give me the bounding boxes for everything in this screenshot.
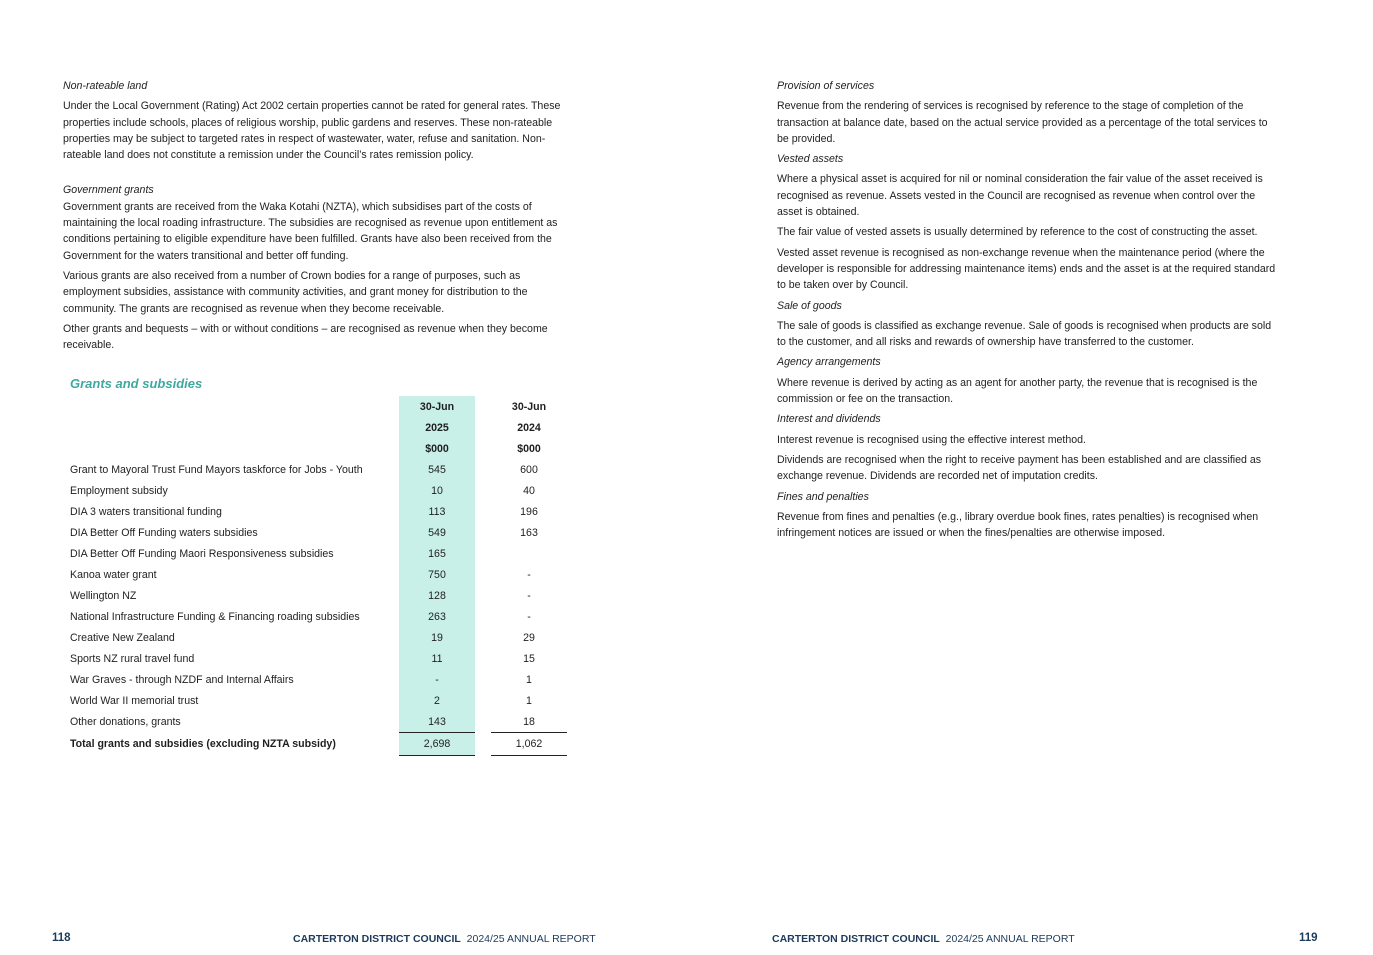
section-heading: Provision of services — [777, 80, 875, 92]
paragraph: Revenue from the rendering of services is recognised by reference to the stage of completion of the transaction at balance date, based on the actual service provided as a percentage of the total services to be provided. — [777, 100, 1268, 145]
row-label: Sports NZ rural travel fund — [70, 652, 195, 665]
value-2024: - — [527, 610, 531, 623]
column-spacer — [475, 669, 491, 690]
value-2024: 15 — [523, 652, 535, 665]
value-2024: - — [527, 568, 531, 581]
right-text-column — [777, 78, 1277, 545]
footer-org: CARTERTON DISTRICT COUNCIL — [772, 933, 940, 945]
value-2024: 18 — [523, 715, 535, 728]
table-row — [66, 690, 567, 711]
column-spacer — [475, 417, 491, 438]
value-2024: 1 — [526, 673, 532, 686]
footer-report: 2024/25 ANNUAL REPORT — [466, 933, 596, 945]
page-number: 119 — [1299, 932, 1318, 944]
value-2025: $000 — [399, 438, 475, 459]
value-2025: 2 — [399, 690, 475, 711]
grants-table-body — [66, 396, 567, 756]
value-2024: 2024 — [517, 421, 541, 434]
table-header-row — [66, 396, 567, 417]
value-2025: 545 — [399, 459, 475, 480]
row-label: National Infrastructure Funding & Financing roading subsidies — [70, 610, 360, 623]
value-2024: 1,062 — [491, 733, 567, 756]
value-2025: 128 — [399, 585, 475, 606]
page-number: 118 — [52, 932, 71, 944]
section-heading: Agency arrangements — [777, 356, 881, 369]
paragraph: Vested asset revenue is recognised as non-exchange revenue when the maintenance period (where the developer is responsible for addressing maintenance items) ends and the asset is at the required standard to be taken over by Council. — [777, 246, 1276, 292]
column-spacer — [475, 733, 491, 756]
table-row — [66, 648, 567, 669]
table-row — [66, 522, 567, 543]
row-label: DIA Better Off Funding Maori Responsiveness subsidies — [70, 547, 334, 560]
paragraph: Other grants and bequests – with or without conditions – are recognised as revenue when they become receivable. — [63, 322, 548, 352]
left-page — [0, 0, 686, 955]
paragraph: Under the Local Government (Rating) Act 2002 certain properties cannot be rated for general rates. These properties include schools, places of religious worship, public gardens and reserves. These non-rateable properties may be subject to targeted rates in respect of wastewater, water, refuse and sanitation. Non-rateable land does not constitute a remission under the Council’s rates remission policy. — [63, 100, 561, 162]
column-spacer — [475, 438, 491, 459]
row-label: War Graves - through NZDF and Internal Affairs — [70, 673, 294, 686]
paragraph: Government grants are received from the Waka Kotahi (NZTA), which subsidises part of the costs of maintaining the local roading infrastructure. The subsidies are recognised as revenue upon entitlement as conditions pertaining to eligible expenditure have been fulfilled. Grants have also been received from the Government for the waters transitional and better off funding. — [63, 200, 558, 262]
paragraph: Dividends are recognised when the right to receive payment has been established and are classified as exchange revenue. Dividends are recorded net of imputation credits. — [777, 453, 1262, 483]
section-heading: Vested assets — [777, 153, 844, 166]
table-row — [66, 585, 567, 606]
value-2025: 19 — [399, 627, 475, 648]
paragraph: The sale of goods is classified as exchange revenue. Sale of goods is recognised when products are sold to the customer, and all risks and rewards of ownership have transferred to the customer. — [777, 319, 1272, 349]
column-spacer — [475, 627, 491, 648]
row-label: Employment subsidy — [70, 484, 168, 497]
value-2024: 600 — [520, 463, 538, 476]
column-spacer — [475, 522, 491, 543]
value-2025: 549 — [399, 522, 475, 543]
row-label: Total grants and subsidies (excluding NZTA subsidy) — [70, 738, 336, 750]
value-2025: 263 — [399, 606, 475, 627]
row-label — [66, 417, 399, 438]
column-spacer — [475, 648, 491, 669]
table-row — [66, 564, 567, 585]
value-2025: 165 — [399, 543, 475, 564]
value-2024: 30-Jun — [511, 400, 547, 413]
row-label: World War II memorial trust — [70, 694, 199, 707]
row-label — [66, 396, 399, 417]
paragraph: Revenue from fines and penalties (e.g., library overdue book fines, rates penalties) is recognised when infringement notices are issued or when the fines/penalties are otherwise imposed. — [777, 510, 1259, 540]
paragraph: The fair value of vested assets is usually determined by reference to the cost of constructing the asset. — [777, 226, 1258, 239]
row-label: Kanoa water grant — [70, 568, 157, 581]
table-total-row — [66, 733, 567, 756]
table-header-row — [66, 438, 567, 459]
paragraph: Where revenue is derived by acting as an agent for another party, the revenue that is recognised is the commission or fee on the transaction. — [777, 376, 1258, 406]
footer-org: CARTERTON DISTRICT COUNCIL — [293, 933, 461, 945]
section-heading-non-rateable-land: Non-rateable land — [63, 80, 148, 92]
table-row — [66, 501, 567, 522]
row-label: Wellington NZ — [70, 589, 137, 602]
value-2025: 11 — [399, 648, 475, 669]
table-row — [66, 480, 567, 501]
column-spacer — [475, 711, 491, 733]
page-footer — [772, 933, 1075, 945]
table-row — [66, 606, 567, 627]
value-2024: 40 — [523, 484, 535, 497]
table-row — [66, 627, 567, 648]
row-label: Other donations, grants — [70, 715, 181, 728]
value-2024: 163 — [520, 526, 538, 539]
paragraph: Various grants are also received from a number of Crown bodies for a range of purposes, such as employment subsidies, assistance with community activities, and grant money for distribution to the community. The grants are recognised as revenue when they become receivable. — [63, 269, 528, 315]
section-heading: Fines and penalties — [777, 490, 869, 503]
left-text-column — [63, 78, 568, 357]
value-2025: 2,698 — [399, 733, 475, 756]
value-2024 — [491, 543, 567, 564]
value-2024: 29 — [523, 631, 535, 644]
value-2025: 113 — [399, 501, 475, 522]
column-spacer — [475, 690, 491, 711]
value-2025: 30-Jun — [399, 396, 475, 417]
row-label — [66, 438, 399, 459]
value-2025: 10 — [399, 480, 475, 501]
value-2025: 2025 — [399, 417, 475, 438]
table-row — [66, 669, 567, 690]
paragraph: Where a physical asset is acquired for nil or nominal consideration the fair value of the asset received is recognised as revenue. Assets vested in the Council are recognised as revenue when control over the asset is obtained. — [777, 173, 1263, 219]
value-2024: 196 — [520, 505, 538, 518]
section-heading: Interest and dividends — [777, 413, 881, 426]
column-spacer — [475, 543, 491, 564]
column-spacer — [475, 564, 491, 585]
table-row — [66, 543, 567, 564]
table-row — [66, 711, 567, 733]
section-heading-government-grants: Government grants — [63, 184, 154, 197]
column-spacer — [475, 606, 491, 627]
table-header-row — [66, 417, 567, 438]
column-spacer — [475, 480, 491, 501]
table-title: Grants and subsidies — [70, 376, 203, 391]
column-spacer — [475, 459, 491, 480]
value-2025: - — [399, 669, 475, 690]
paragraph: Interest revenue is recognised using the effective interest method. — [777, 433, 1086, 446]
column-spacer — [475, 396, 491, 417]
grants-table — [66, 396, 567, 756]
value-2024: - — [527, 589, 531, 602]
right-page — [686, 0, 1373, 955]
value-2025: 750 — [399, 564, 475, 585]
value-2024: 1 — [526, 694, 532, 707]
row-label: DIA 3 waters transitional funding — [70, 505, 222, 518]
row-label: DIA Better Off Funding waters subsidies — [70, 526, 258, 539]
column-spacer — [475, 501, 491, 522]
section-heading: Sale of goods — [777, 299, 842, 312]
table-row — [66, 459, 567, 480]
column-spacer — [475, 585, 491, 606]
value-2025: 143 — [399, 711, 475, 733]
page-footer — [293, 933, 596, 945]
row-label: Grant to Mayoral Trust Fund Mayors taskforce for Jobs - Youth — [70, 463, 363, 476]
value-2024: $000 — [517, 442, 541, 455]
row-label: Creative New Zealand — [70, 631, 175, 644]
footer-report: 2024/25 ANNUAL REPORT — [945, 933, 1075, 945]
